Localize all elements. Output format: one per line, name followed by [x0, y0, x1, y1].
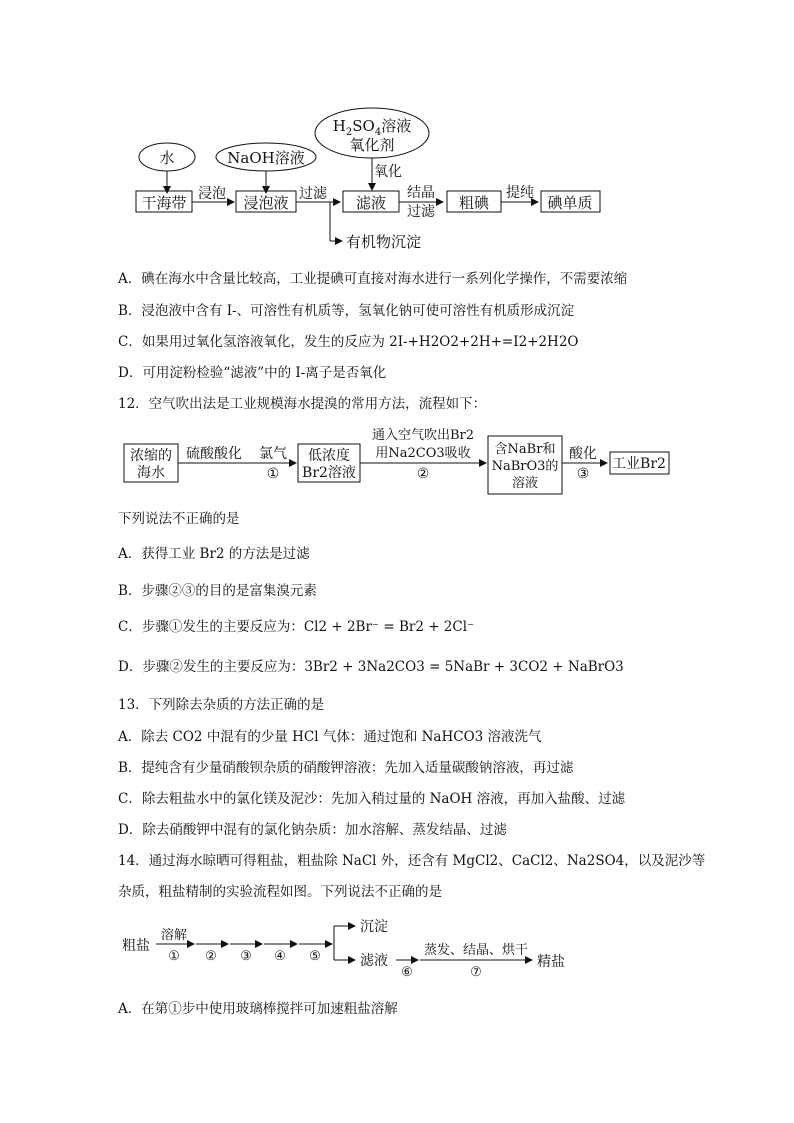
q12-stem: 12．空气吹出法是工业规模海水提溴的常用方法，流程如下：: [118, 396, 487, 412]
q13-option-c: C．除去粗盐水中的氯化镁及泥沙：先加入稍过量的 NaOH 溶液，再加入盐酸、过滤: [118, 791, 626, 807]
filter-label: 过滤: [299, 186, 327, 202]
step1-marker: ①: [168, 949, 180, 964]
iodine-box: 碘单质: [547, 194, 593, 212]
crystal-label: 结晶: [407, 185, 435, 201]
iodine-flow-diagram: [0, 0, 794, 260]
box-industrial-br2: 工业Br2: [612, 456, 666, 472]
refined-salt-label: 精盐: [537, 954, 565, 970]
purify-label: 提纯: [506, 185, 534, 201]
box-concentrated-seawater-2: 海水: [137, 465, 165, 481]
soak-label: 浸泡: [198, 186, 226, 202]
box-concentrated-seawater-1: 浓缩的: [130, 448, 172, 464]
q11-option-c: C．如果用过氧化氢溶液氧化，发生的反应为 2I-+H2O2+2H+=I2+2H2O: [118, 334, 579, 350]
box-low-br2-1: 低浓度: [308, 448, 350, 464]
step5-marker: ⑤: [309, 949, 321, 964]
q11-option-d: D．可用淀粉检验“滤液”中的 I-离子是否氧化: [118, 365, 387, 381]
evaporate-label: 蒸发、结晶、烘干: [423, 943, 529, 958]
kelp-box: 干海带: [141, 194, 187, 212]
box-nabr-1: 含NaBr和: [494, 442, 556, 457]
q12-option-b: B．步骤②③的目的是富集溴元素: [118, 583, 317, 599]
bromine-flow-diagram: [0, 420, 794, 510]
box-nabr-2: NaBrO3的: [491, 459, 559, 474]
naoh-label: NaOH溶液: [227, 149, 305, 167]
oxidize-label: 氧化: [374, 164, 402, 180]
step2-marker: ②: [205, 949, 217, 964]
dissolve-label: 溶解: [160, 928, 188, 943]
acidify-sulfuric-label: 硫酸酸化: [186, 446, 242, 462]
salt-flow-diagram: [0, 910, 794, 985]
q11-option-b: B．浸泡液中含有 I-、可溶性有机质等，氢氧化钠可使可溶性有机质形成沉淀: [118, 303, 575, 319]
precipitate-label: 沉淀: [360, 919, 388, 935]
chlorine-label: 氯气: [259, 446, 287, 462]
q14-stem-2: 杂质，粗盐精制的实验流程如图。下列说法不正确的是: [118, 884, 442, 900]
q14-option-a: A．在第①步中使用玻璃棒搅拌可加速粗盐溶解: [118, 1001, 398, 1017]
filtrate-box: 滤液: [355, 194, 387, 212]
filter2-label: 过滤: [407, 204, 435, 220]
q13-option-b: B．提纯含有少量硝酸钡杂质的硝酸钾溶液：先加入适量碳酸钠溶液，再过滤: [118, 760, 574, 776]
soak-liquid-box: 浸泡液: [243, 194, 289, 212]
q13-option-a: A．除去 CO2 中混有的少量 HCl 气体：通过饱和 NaHCO3 溶液洗气: [118, 729, 542, 745]
step4-marker: ④: [274, 949, 286, 964]
absorb-label: 用Na2CO3吸收: [375, 446, 471, 461]
q13-option-d: D．除去硝酸钾中混有的氯化钠杂质：加水溶解、蒸发结晶、过滤: [118, 822, 507, 838]
q12-option-d: D．步骤②发生的主要反应为：3Br2 + 3Na2CO3 = 5NaBr + 3CO2 + NaBrO3: [118, 659, 624, 675]
q14-stem-1: 14．通过海水晾晒可得粗盐，粗盐除 NaCl 外，还含有 MgCl2、CaCl2、Na2SO4，以及泥沙等: [118, 853, 706, 869]
q12-option-c: C．步骤①发生的主要反应为：Cl2 + 2Br⁻ = Br2 + 2Cl⁻: [118, 619, 475, 635]
q13-stem: 13．下列除去杂质的方法正确的是: [118, 697, 325, 713]
step1-marker: ①: [266, 466, 280, 482]
step3-marker: ③: [576, 466, 590, 482]
air-blow-label: 通入空气吹出Br2: [371, 428, 475, 443]
q12-option-a: A．获得工业 Br2 的方法是过滤: [118, 546, 310, 562]
organic-label: 有机物沉淀: [346, 233, 422, 251]
crude-iodine-box: 粗碘: [458, 194, 490, 212]
step2-marker: ②: [416, 466, 430, 482]
acidify-label: 酸化: [569, 446, 597, 462]
step3-marker: ③: [240, 949, 252, 964]
oxidant-label: 氧化剂: [349, 136, 395, 154]
step6-marker: ⑥: [401, 965, 413, 980]
step7-marker: ⑦: [470, 965, 482, 980]
filtrate-label: 滤液: [360, 953, 388, 969]
box-low-br2-2: Br2溶液: [302, 465, 356, 481]
box-nabr-3: 溶液: [511, 476, 539, 491]
q11-option-a: A．碘在海水中含量比较高，工业提碘可直接对海水进行一系列化学操作，不需要浓缩: [118, 271, 628, 287]
h2so4-label: $H_2SO_4$溶液: [332, 117, 412, 138]
water-label: 水: [159, 149, 175, 167]
q12-prompt: 下列说法不正确的是: [118, 511, 240, 527]
crude-salt-label: 粗盐: [122, 938, 150, 954]
